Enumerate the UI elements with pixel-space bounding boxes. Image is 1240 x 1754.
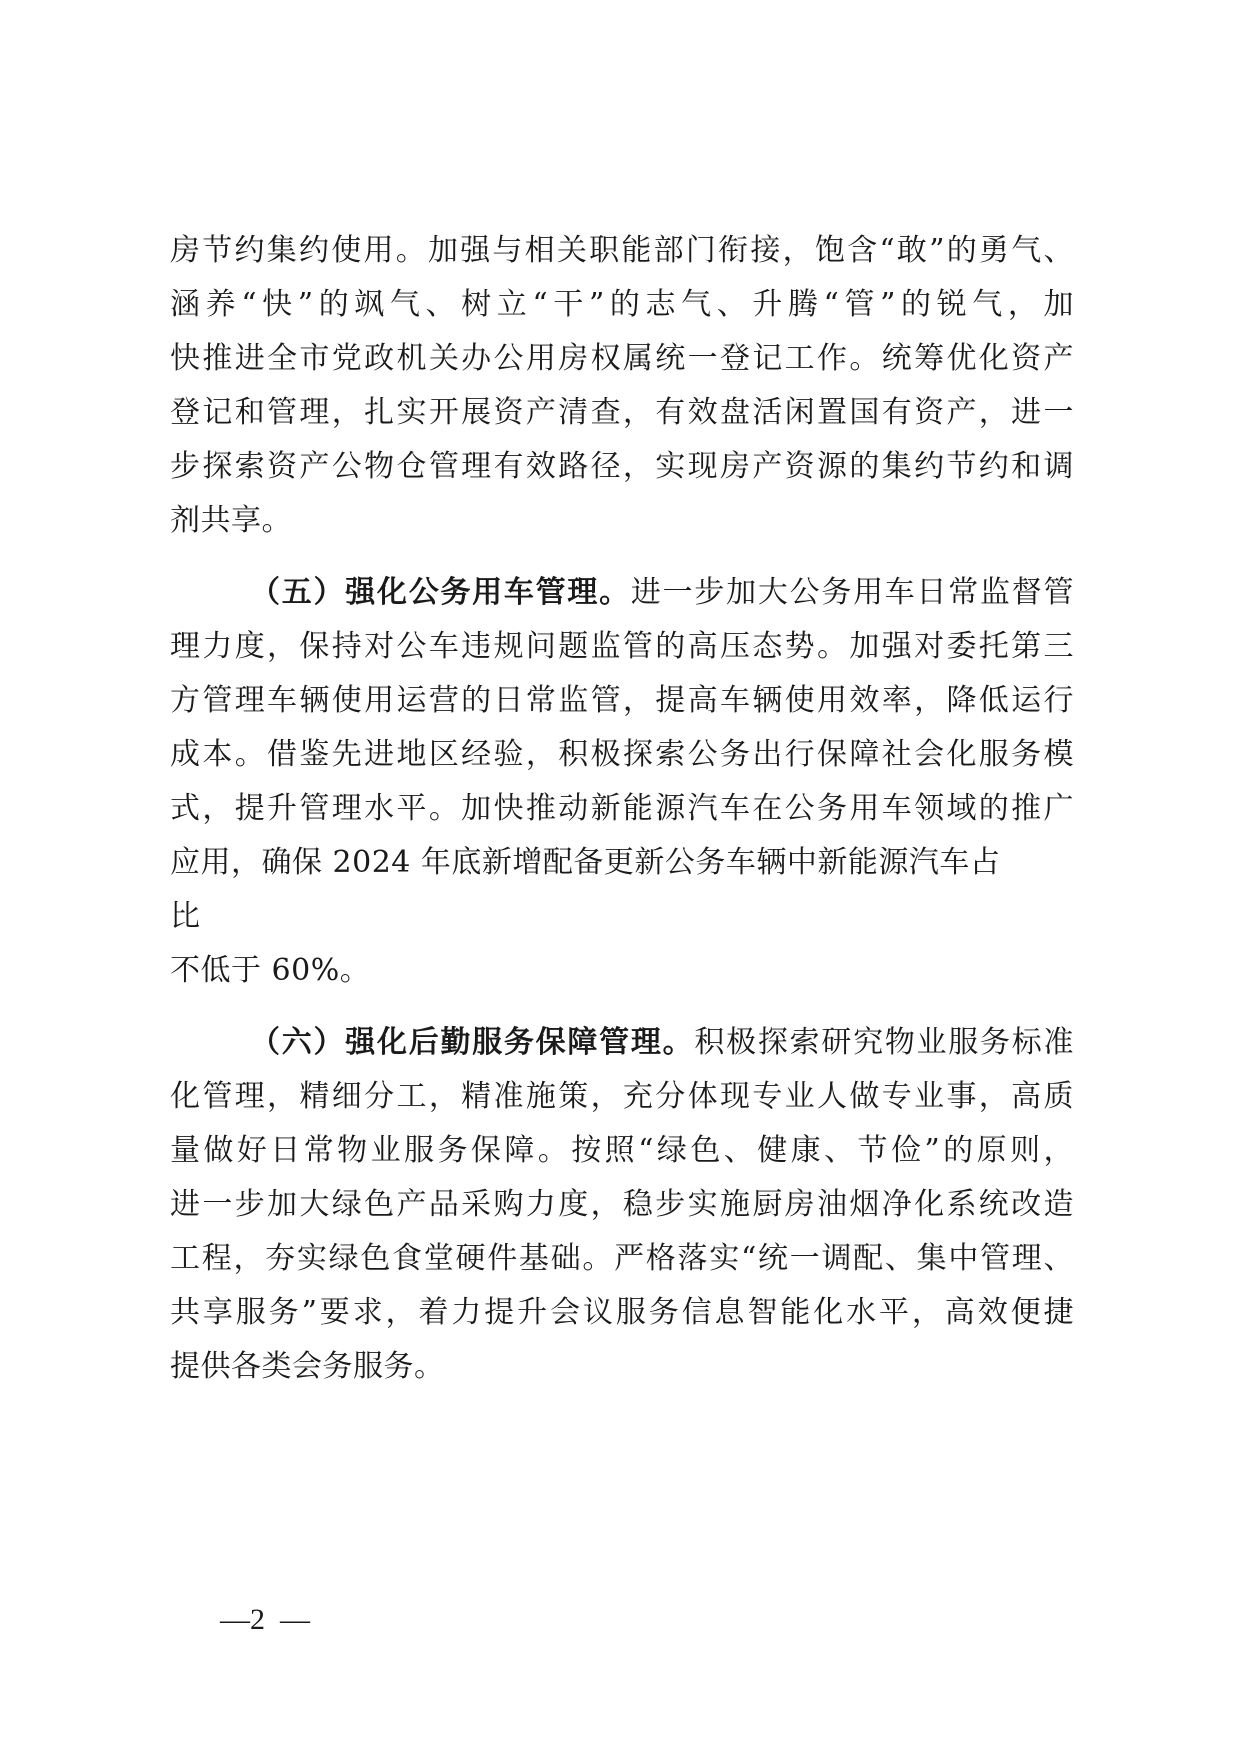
text-line: 成本。借鉴先进地区经验，积极探索公务出行保障社会化服务模	[170, 737, 1074, 772]
section-heading: （六）强化后勤服务保障管理。	[250, 1025, 695, 1060]
section-text: 积极探索研究物业服务标准	[694, 1025, 1075, 1060]
section-first-line	[250, 1017, 1074, 1069]
section-first-line	[250, 567, 1074, 619]
text-line: 工程，夯实绿色食堂硬件基础。严格落实“统一调配、集中管理、	[170, 1241, 1074, 1276]
text-line: 剂共享。	[170, 503, 292, 538]
text-line: 方管理车辆使用运营的日常监管，提高车辆使用效率，降低运行	[170, 683, 1074, 718]
section-heading: （五）强化公务用车管理。	[250, 575, 631, 610]
text-line: 式，提升管理水平。加快推动新能源汽车在公务用车领域的推广	[170, 791, 1074, 826]
text-line: 提供各类会务服务。	[170, 1349, 445, 1384]
text-line: 应用，确保 2024 年底新增配备更新公务车辆中新能源汽车占	[170, 845, 1001, 880]
text-line: 共享服务”要求，着力提升会议服务信息智能化水平，高效便捷	[170, 1295, 1074, 1330]
text-line: 快推进全市党政机关办公用房权属统一登记工作。统筹优化资产	[170, 341, 1074, 376]
text-line: 量做好日常物业服务保障。按照“绿色、健康、节俭”的原则，	[170, 1133, 1074, 1168]
section-text: 进一步加大公务用车日常监督管	[630, 575, 1075, 610]
text-line: 步探索资产公物仓管理有效路径，实现房产资源的集约节约和调	[170, 449, 1074, 484]
text-line: 化管理，精细分工，精准施策，充分体现专业人做专业事，高质	[170, 1079, 1074, 1114]
text-line: 登记和管理，扎实开展资产清查，有效盘活闲置国有资产，进一	[170, 395, 1074, 430]
text-line: 房节约集约使用。加强与相关职能部门衔接，饱含“敢”的勇气、	[170, 233, 1074, 268]
text-line: 理力度，保持对公车违规问题监管的高压态势。加强对委托第三	[170, 629, 1074, 664]
text-line: 进一步加大绿色产品采购力度，稳步实施厨房油烟净化系统改造	[170, 1187, 1074, 1222]
text-line: 不低于 60%。	[170, 953, 371, 988]
page-number: —2 —	[220, 1603, 310, 1636]
text-line: 比	[170, 899, 201, 934]
text-line: 涵养“快”的飒气、树立“干”的志气、升腾“管”的锐气，加	[170, 287, 1074, 322]
